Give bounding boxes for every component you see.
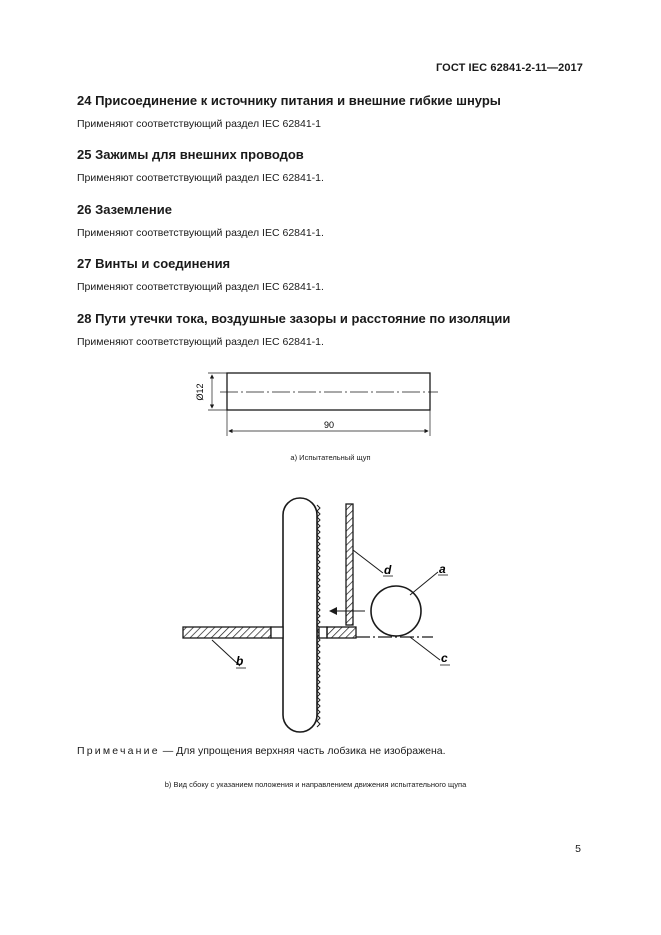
label-d: d	[384, 563, 392, 577]
section-28-title: 28 Пути утечки тока, воздушные зазоры и расстояние по изоляции	[77, 311, 511, 326]
note-label: Примечание	[77, 745, 160, 757]
note-text: — Для упрощения верхняя часть лобзика не изображена.	[159, 745, 446, 757]
label-a: a	[439, 562, 446, 576]
label-b: b	[236, 654, 244, 668]
length-label: 90	[323, 420, 335, 430]
diameter-label: Ø12	[195, 383, 205, 401]
section-27-body: Применяют соответствующий раздел IEC 62841-1.	[77, 281, 324, 293]
document-code-header: ГОСТ IEC 62841-2-11—2017	[435, 62, 583, 74]
note	[77, 745, 446, 757]
base-plate-b	[183, 627, 283, 668]
section-24-body: Применяют соответствующий раздел IEC 62841-1	[77, 118, 322, 130]
label-c: c	[441, 651, 448, 665]
section-25-title: 25 Зажимы для внешних проводов	[77, 147, 304, 162]
section-26-body: Применяют соответствующий раздел IEC 62841-1.	[77, 227, 324, 239]
figure-a-caption: a) Испытательный щуп	[290, 453, 371, 462]
base-plate-right	[319, 627, 356, 638]
section-24-title: 24 Присоединение к источнику питания и внешние гибкие шнуры	[77, 93, 501, 108]
section-27-title: 27 Винты и соединения	[77, 256, 231, 271]
section-28-body: Применяют соответствующий раздел IEC 62841-1.	[77, 336, 324, 348]
page-number: 5	[575, 843, 581, 855]
section-25-body: Применяют соответствующий раздел IEC 62841-1.	[77, 172, 324, 184]
surface-line-c	[356, 637, 450, 665]
section-26-title: 26 Заземление	[77, 202, 172, 217]
figure-b-caption: b) Вид сбоку с указанием положения и направлением движения испытательного щупа	[164, 780, 467, 789]
saw-blade	[283, 498, 320, 732]
